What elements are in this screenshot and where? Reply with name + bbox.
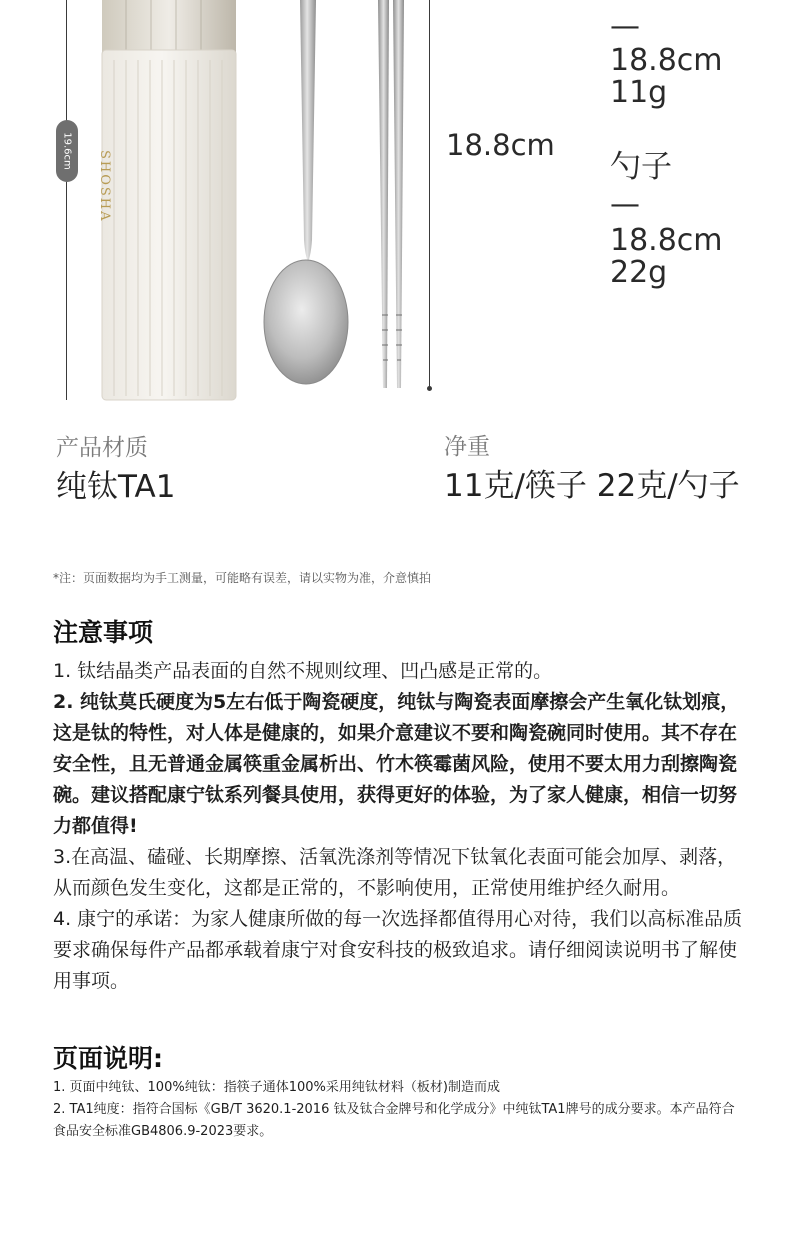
note-item-1: 1. 钛结晶类产品表面的自然不规则纹理、凹凸感是正常的。 (53, 660, 553, 682)
spoon-spec-dash: — (610, 187, 640, 222)
storage-case-image (96, 0, 246, 404)
note-item-3: 3.在高温、磕碰、长期摩擦、活氧洗涤剂等情况下钛氧化表面可能会加厚、剥落，从而颜色发生变化，这都是正常的，不影响使用，正常使用维护经久耐用。 (53, 846, 737, 899)
measurement-footnote: *注：页面数据均为手工测量，可能略有误差，请以实物为准，介意慎拍 (53, 571, 432, 585)
chopsticks-image (374, 0, 410, 392)
material-value: 纯钛TA1 (56, 469, 176, 505)
material-label: 产品材质 (56, 435, 148, 461)
chopsticks-spec-weight: 11g (610, 75, 668, 110)
chopsticks-length-label: 18.8cm (446, 128, 555, 162)
explanation-title: 页面说明: (53, 1044, 163, 1073)
explanation-list (53, 1077, 743, 1143)
notes-list (53, 656, 743, 997)
net-weight-value: 11克/筷子 22克/勺子 (444, 468, 740, 504)
case-brand-logo: SHOSHA (97, 150, 112, 223)
explanation-item-1: 1. 页面中纯钛、100%纯钛：指筷子通体100%采用纯钛材料（板材)制造而成 (53, 1080, 500, 1095)
net-weight-label: 净重 (444, 434, 490, 460)
spoon-spec-length: 18.8cm (610, 223, 723, 258)
height-badge (56, 120, 78, 182)
spoon-spec-name: 勺子 (610, 149, 672, 185)
product-figure (0, 0, 790, 410)
height-dimension-line (66, 0, 67, 400)
spoon-image (258, 0, 358, 392)
length-dimension-end (427, 386, 432, 391)
spoon-spec-weight: 22g (610, 255, 668, 290)
length-dimension-line (429, 0, 430, 388)
note-item-2: 2. 纯钛莫氏硬度为5左右低于陶瓷硬度，纯钛与陶瓷表面摩擦会产生氧化钛划痕，这是钛的特性，对人体是健康的，如果介意建议不要和陶瓷碗同时使用。其不存在安全性，且无普通金属筷重金属析出、竹木筷霉菌风险，使用不要太用力刮擦陶瓷碗。建议搭配康宁钛系列餐具使用，获得更好的体验，为了家人健康，相信一切努力都值得! (53, 691, 740, 837)
chopsticks-spec-dash: — (610, 9, 640, 44)
height-badge-text: 19.6cm (61, 132, 73, 170)
chopsticks-spec-length: 18.8cm (610, 43, 723, 78)
notes-title: 注意事项 (53, 618, 154, 647)
explanation-item-2: 2. TA1纯度：指符合国标《GB/T 3620.1-2016 钛及钛合金牌号和化学成分》中纯钛TA1牌号的成分要求。本产品符合食品安全标准GB4806.9-2023要求。 (53, 1102, 735, 1139)
note-item-4: 4. 康宁的承诺：为家人健康所做的每一次选择都值得用心对待，我们以高标准品质要求确保每件产品都承载着康宁对食安科技的极致追求。请仔细阅读说明书了解使用事项。 (53, 908, 743, 992)
